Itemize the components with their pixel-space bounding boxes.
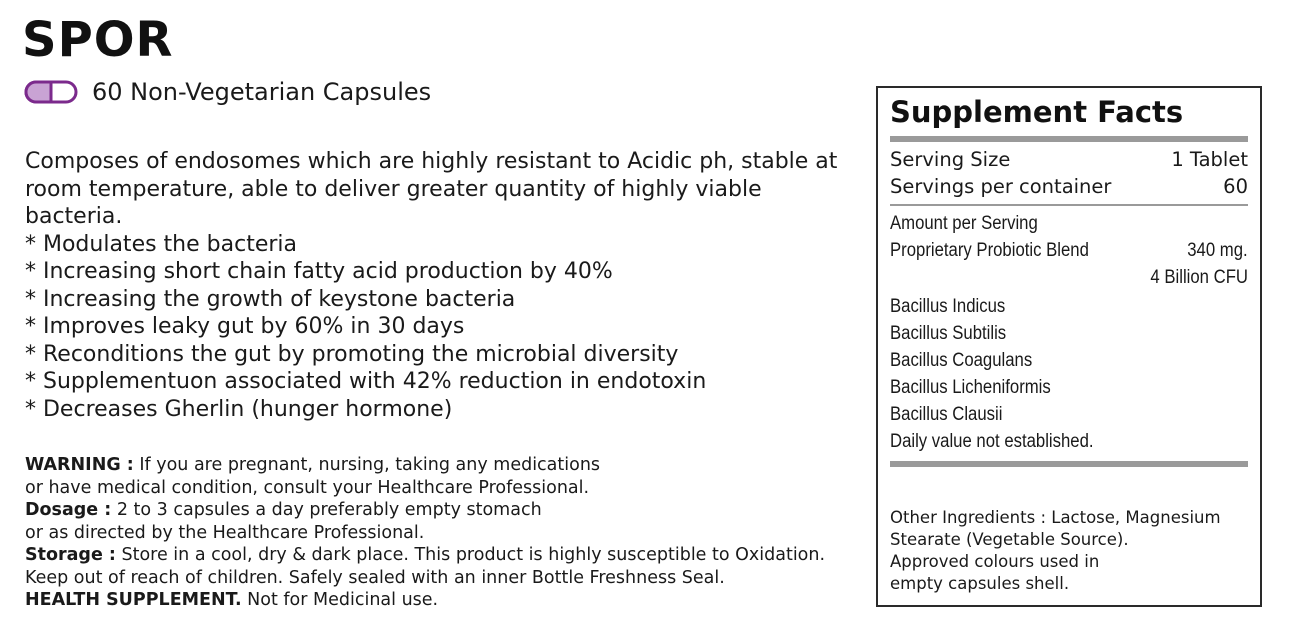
benefit-item: * Modulates the bacteria [25,231,297,257]
benefit-item: * Increasing the growth of keystone bacteria [25,286,516,312]
warning-line: or have medical condition, consult your Healthcare Professional. [25,477,590,498]
facts-title: Supplement Facts [890,95,1184,129]
benefit-item: * Improves leaky gut by 60% in 30 days [25,314,465,339]
serving-size-value: 1 Tablet [1171,148,1248,171]
other-ingredients-line: Other Ingredients : Lactose, Magnesium [890,508,1221,527]
servings-value: 60 [1223,175,1248,198]
servings-label: Servings per container [890,175,1112,198]
ingredient-item: Bacillus Licheniformis [890,377,1051,398]
dosage-text: 2 to 3 capsules a day preferably empty stomach [111,500,542,520]
serving-size-label: Serving Size [890,148,1011,171]
other-ingredients-line: Stearate (Vegetable Source). [890,530,1129,549]
capsule-count [24,76,431,108]
serving-size-row [890,146,1248,173]
daily-value-note: Daily value not established. [890,431,1094,452]
blend-label: Proprietary Probiotic Blend [890,240,1089,261]
divider-thick [890,136,1248,142]
benefit-item: * Decreases Gherlin (hunger hormone) [25,396,453,422]
health-line [25,589,865,612]
benefit-item: * Supplementuon associated with 42% reduction in endotoxin [25,369,707,394]
dosage-label: Dosage : [25,500,112,520]
ingredient-item: Bacillus Clausii [890,404,1003,425]
dosage-line [25,499,865,522]
warning-text: If you are pregnant, nursing, taking any medications [133,455,601,475]
ingredient-item: Bacillus Coagulans [890,350,1033,371]
capsule-icon [24,80,78,104]
divider-thick [890,461,1248,467]
brand-name: SPOR [22,12,174,68]
supplement-facts-panel [876,86,1262,607]
dosage-line: or as directed by the Healthcare Professional. [25,522,425,543]
benefit-item: * Reconditions the gut by promoting the microbial diversity [25,341,679,367]
ingredient-item: Bacillus Subtilis [890,323,1007,344]
storage-text: Store in a cool, dry & dark place. This product is highly susceptible to Oxidation. [115,545,826,565]
health-text: Not for Medicinal use. [241,590,439,610]
storage-label: Storage : [25,545,116,565]
description-line: room temperature, able to deliver greater quantity of highly viable bacteria. [25,176,762,229]
warning-line [25,454,865,477]
amount-per-serving: Amount per Serving [890,213,1038,234]
blend-row [890,237,1248,264]
divider-thin [890,204,1248,206]
product-description [25,148,865,423]
other-ingredients-line: Approved colours used in [890,552,1100,571]
capsule-count-text: 60 Non-Vegetarian Capsules [92,78,432,106]
warnings-section [25,454,865,612]
benefit-item: * Increasing short chain fatty acid production by 40% [25,259,613,284]
description-line: Composes of endosomes which are highly resistant to Acidic ph, stable at [25,149,838,174]
blend-amount: 340 mg. [1187,240,1248,261]
other-ingredients-line: empty capsules shell. [890,574,1070,593]
blend-cfu: 4 Billion CFU [1150,267,1248,288]
ingredient-item: Bacillus Indicus [890,296,1006,317]
benefit-list [25,231,865,424]
health-label: HEALTH SUPPLEMENT. [25,590,242,610]
servings-row [890,173,1248,200]
storage-line: Keep out of reach of children. Safely sealed with an inner Bottle Freshness Seal. [25,567,725,588]
warning-label: WARNING : [25,455,134,475]
other-ingredients [890,507,1248,595]
storage-line [25,544,865,567]
